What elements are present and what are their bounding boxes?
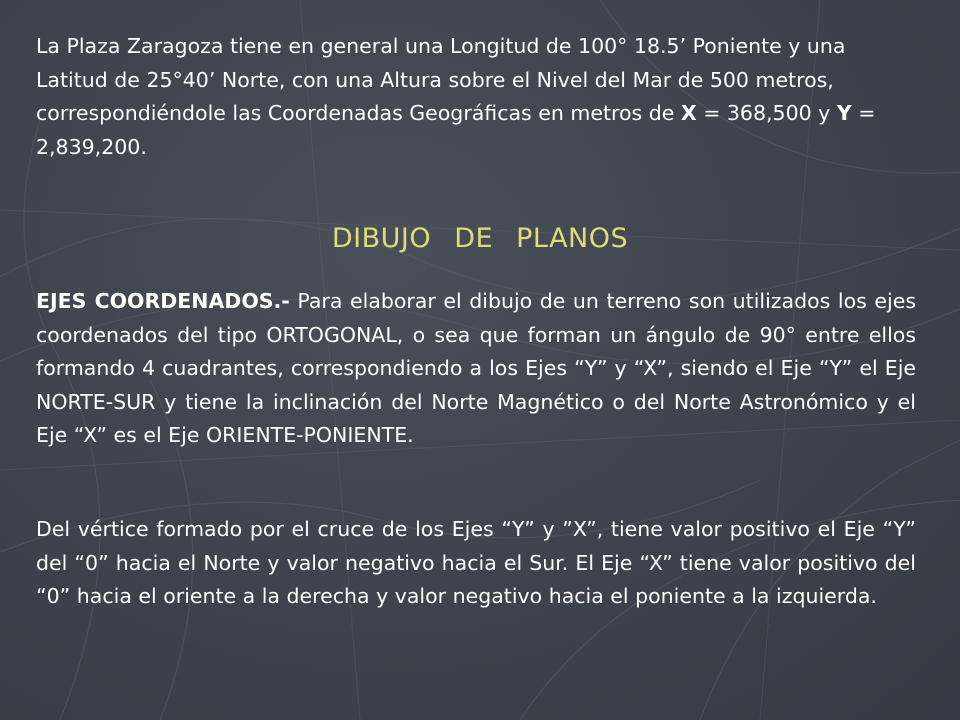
paragraph-vertice <box>36 513 916 614</box>
p1-text-1: La Plaza Zaragoza tiene en general una Longitud de 100° 18.5’ Poniente y una Latitud de 25°40’ Norte, con una Altura sobre el Nivel del Mar de 500 metros, correspondiéndole las Coordenadas Geográficas en metros de <box>36 34 846 125</box>
p3-text: Del vértice formado por el cruce de los Ejes “Y” y ”X”, tiene valor positivo el Eje “Y” del “0” hacia el Norte y valor negativo hacia el Sur. El Eje “X” tiene valor positivo del “0” hacia el oriente a la derecha y valor negativo hacia el poniente a la izquierda. <box>36 517 916 608</box>
paragraph-plaza-zaragoza <box>36 30 916 164</box>
p1-text-3: = 2,839,200. <box>36 101 876 159</box>
section-title: DIBUJO DE PLANOS <box>331 223 629 254</box>
p1-y-label: Y <box>836 101 852 125</box>
paragraph-ejes-coordenados <box>36 285 916 453</box>
p1-x-label: X <box>680 101 697 125</box>
p2-text: Para elaborar el dibujo de un terreno son utilizados los ejes coordenados del tipo ORTOGONAL, o sea que forman un ángulo de 90° entre ellos formando 4 cuadrantes, correspondiendo a los Ejes “Y” y “X”, siendo el Eje “Y” el Eje NORTE-SUR y tiene la inclinación del Norte Magnético o del Norte Astronómico y el Eje “X” es el Eje ORIENTE-PONIENTE. <box>36 289 916 447</box>
p2-heading: EJES COORDENADOS.- <box>36 289 290 313</box>
p1-text-2: = 368,500 y <box>696 101 837 125</box>
